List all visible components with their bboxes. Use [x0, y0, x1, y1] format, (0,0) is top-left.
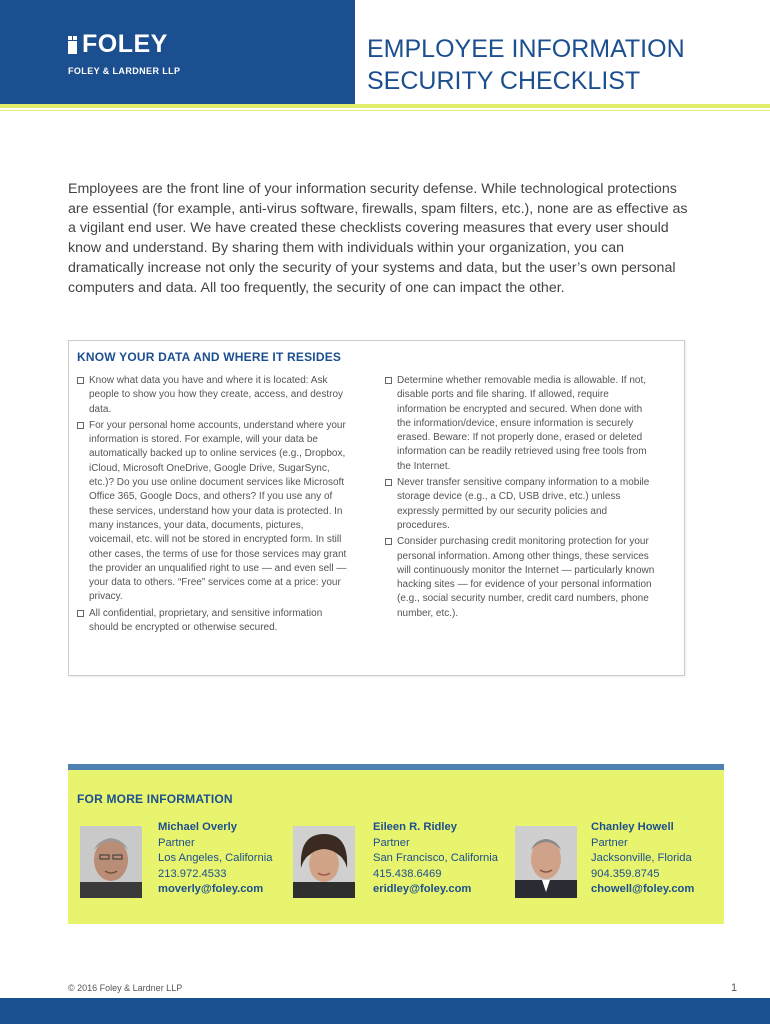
checkbox-icon[interactable]	[385, 479, 392, 486]
title-line-2: SECURITY CHECKLIST	[367, 67, 641, 95]
checklist-heading: KNOW YOUR DATA AND WHERE IT RESIDES	[77, 350, 342, 364]
checkbox-icon[interactable]	[77, 610, 84, 617]
contact-location: Los Angeles, California	[158, 852, 273, 865]
contact-email-link[interactable]: chowell@foley.com	[591, 883, 695, 896]
page-number: 1	[731, 982, 738, 994]
contact-title: Partner	[591, 836, 628, 849]
contact-card	[591, 820, 694, 898]
contact-card	[373, 820, 498, 898]
contact-heading: FOR MORE INFORMATION	[77, 792, 233, 806]
contact-name: Eileen R. Ridley	[373, 821, 457, 833]
checklist-item	[385, 374, 655, 474]
contact-title: Partner	[373, 836, 410, 849]
checkbox-icon[interactable]	[385, 377, 392, 384]
person-photo-icon	[515, 826, 577, 898]
logo-subtitle: FOLEY & LARDNER LLP	[68, 66, 181, 76]
contact-phone: 213.972.4533	[158, 867, 227, 880]
logo-wordmark: FOLEY	[82, 30, 168, 58]
page-title	[367, 33, 757, 97]
checklist-item-text: For your personal home accounts, understand where your information is stored. For example, will your data be automatically backed up to online services (e.g., Dropbox, iCloud, Microsoft OneDrive, Google Drive, SugarSync, etc.)? Do you use online document services like Microsoft Office 365, Google Docs, and others? If you use any of these services, understand how your data is protected. In many instances, your data, documents, pictures, voicemail, etc. will not be stored in encrypted form. In still other cases, the terms of use for those services may grant the provider an unqualified right to use — and even sell — your data to others. “Free” services come at a price: your privacy.	[89, 419, 347, 603]
checklist-item-text: Know what data you have and where it is located: Ask people to show you how they create, access, and destroy data.	[89, 375, 344, 415]
header-stripe-line	[0, 110, 770, 111]
contact-name: Chanley Howell	[591, 821, 674, 833]
footer-copyright: © 2016 Foley & Lardner LLP	[68, 983, 183, 993]
contact-card	[158, 820, 272, 898]
contact-name: Michael Overly	[158, 821, 237, 833]
checklist-item-text: Determine whether removable media is allowable. If not, disable ports and file sharing. If allowed, require information be encrypted and secured. When done with the information/device, ensure information is securely erased. Beware: If not properly done, erased or deleted information can be readily retrieved using free tools from the Internet.	[397, 375, 647, 472]
checklist-item	[77, 374, 347, 417]
checklist-item	[77, 607, 347, 636]
contact-location: San Francisco, California	[373, 852, 498, 865]
contact-title: Partner	[158, 836, 195, 849]
contact-location: Jacksonville, Florida	[591, 852, 692, 865]
contact-email-link[interactable]: moverly@foley.com	[158, 883, 264, 896]
contact-phone: 904.359.8745	[591, 867, 660, 880]
checklist-item	[385, 476, 655, 533]
title-line-1: EMPLOYEE INFORMATION	[367, 35, 685, 63]
checklist-item	[77, 419, 347, 605]
contact-phone: 415.438.6469	[373, 867, 442, 880]
checkbox-icon[interactable]	[77, 377, 84, 384]
checklist-left-column	[77, 374, 347, 637]
header-stripe	[0, 104, 770, 108]
person-photo-icon	[293, 826, 355, 898]
checklist-item	[385, 535, 655, 621]
contact-panel-bar	[68, 764, 724, 770]
checkbox-icon[interactable]	[385, 538, 392, 545]
intro-paragraph: Employees are the front line of your information security defense. While technological protections are essential (for example, anti-virus software, firewalls, spam filters, etc.), none are as effective as a vigilant end user. We have created these checklists covering measures that every user should know and understand. By sharing them with individuals within your organization, you can dramatically increase not only the security of your systems and data, but the user’s own personal computers and data. All too frequently, the security of one can impact the other.	[68, 181, 688, 296]
person-photo-icon	[80, 826, 142, 898]
checklist-item-text: Never transfer sensitive company information to a mobile storage device (e.g., a CD, USB drive, etc.) unless expressly permitted by our security policies and procedures.	[397, 477, 650, 531]
checklist-right-column	[385, 374, 655, 623]
checklist-item-text: Consider purchasing credit monitoring protection for your personal information. Among other things, these services will continuously monitor the Internet — particularly known hacking sites — for evidence of your personal information (e.g., social security number, credit card numbers, phone number, etc.).	[397, 536, 655, 619]
contact-email-link[interactable]: eridley@foley.com	[373, 883, 472, 896]
checklist-item-text: All confidential, proprietary, and sensitive information should be encrypted or otherwise secured.	[89, 607, 323, 634]
footer-bar	[0, 998, 770, 1024]
checkbox-icon[interactable]	[77, 422, 84, 429]
